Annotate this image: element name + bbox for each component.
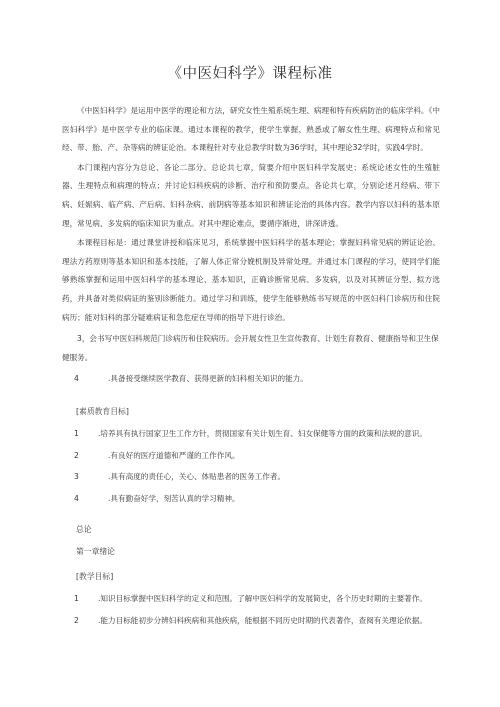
teaching-goals-heading: [教学目标] (76, 572, 114, 582)
goal-item-text: ，会书写中医妇科规范门诊病历和住院病历。会开展女性卫生宣传教育、计划生育教育、健康指导和卫生保健服务。 (62, 334, 439, 362)
quality-item-text: .具有勤奋好学，刻苦认真的学习精神。 (108, 493, 240, 503)
document-body (62, 102, 440, 633)
goal-item-text: .具备接受继续医学教育、获得更新的妇科相关知识的能力。 (108, 374, 308, 384)
paragraph-content: 本门课程内容分为总论、各论二部分。总论共七章，简要介绍中医妇科学发展史；系统论述女性的生殖脏器、生理特点和病理的特点；并讨论妇科疾病的诊断、治疗和预防要点。各论共七章，分别论述月经病、带下病、妊娠病、临产病、产后病、妇科杂病、前阴病等基本知识和辨证论治的具体内容。教学内容以妇科的基本原理，常见病、多发病的临床知识为重点。对其中理论难点，要循序渐进，讲深讲透。 (62, 162, 440, 228)
quality-item (62, 447, 440, 466)
teaching-item (62, 612, 440, 631)
paragraph-intro: 《中医妇科学》是运用中医学的理论和方法，研究女性生殖系统生理、病理和特有疾病防治的临床学科。《中医妇科学》是中医学专业的临床课。通过本课程的教学，使学生掌握、熟悉或了解女性生理、病理特点和常见经、带、胎、产、杂等病的辨证论治。本课程针对专业总教学时数为36学时，其中理论32学时，实践4学时。 (62, 106, 440, 153)
teaching-item-number: 2 (74, 615, 79, 625)
quality-item-number: 1 (74, 428, 79, 438)
goal-item-number: 3 (77, 334, 82, 344)
teaching-item-text: .能力目标能初步分辨妇科疾病和其他疾病，能根据不同历史时期的代表著作，查阅有关理论依据。 (98, 615, 427, 625)
teaching-item-number: 1 (74, 594, 79, 604)
teaching-item-text: .知识目标掌握中医妇科学的定义和范围。了解中医妇科学的发展简史，各个历史时期的主要著作。 (98, 594, 427, 604)
goal-item (62, 330, 440, 367)
quality-item-text: .具有高度的责任心，关心、体贴患者的医务工作者。 (108, 472, 286, 482)
quality-item-number: 2 (74, 450, 79, 460)
quality-item (62, 490, 440, 509)
quality-item-text: .有良好的医疗道德和严谨的工作作风。 (108, 450, 240, 460)
goal-item (62, 370, 440, 389)
goal-item-number: 4 (74, 374, 79, 384)
paragraph-goals: 本课程目标是：通过课堂讲授和临床见习，系统掌握中医妇科学的基本理论；掌握妇科常见病的辨证论治、理法方药原则等基本知识和基本技能，了解人体正常分娩机制及异常处理。并通过本门课程的学习，使同学们能够熟练掌握和运用中医妇科学的基本理论、基本知识，正确诊断常见病、多发病，以及对其辨证分型、拟方选药，并具备对类似病证的鉴别诊断能力。通过学习和训练，使学生能够熟练书写规范的中医妇科门诊病历和住院病历；能对妇科的部分疑难病证和急危症在导师的指导下进行诊治。 (62, 238, 440, 322)
quality-item-number: 3 (74, 472, 79, 482)
part-heading: 总论 (76, 525, 92, 535)
page-title: 《中医妇科学》课程标准 (167, 66, 333, 82)
quality-goals-heading: [素质教育目标] (76, 406, 129, 416)
quality-item-number: 4 (74, 493, 79, 503)
quality-item (62, 468, 440, 487)
quality-item (62, 425, 440, 444)
chapter-heading: 第一章绪论 (76, 547, 115, 557)
teaching-item (62, 590, 440, 609)
quality-item-text: .培养具有执行国家卫生工作方针，贯彻国家有关计划生育、妇女保健等方面的政策和法规的意识。 (98, 428, 427, 438)
